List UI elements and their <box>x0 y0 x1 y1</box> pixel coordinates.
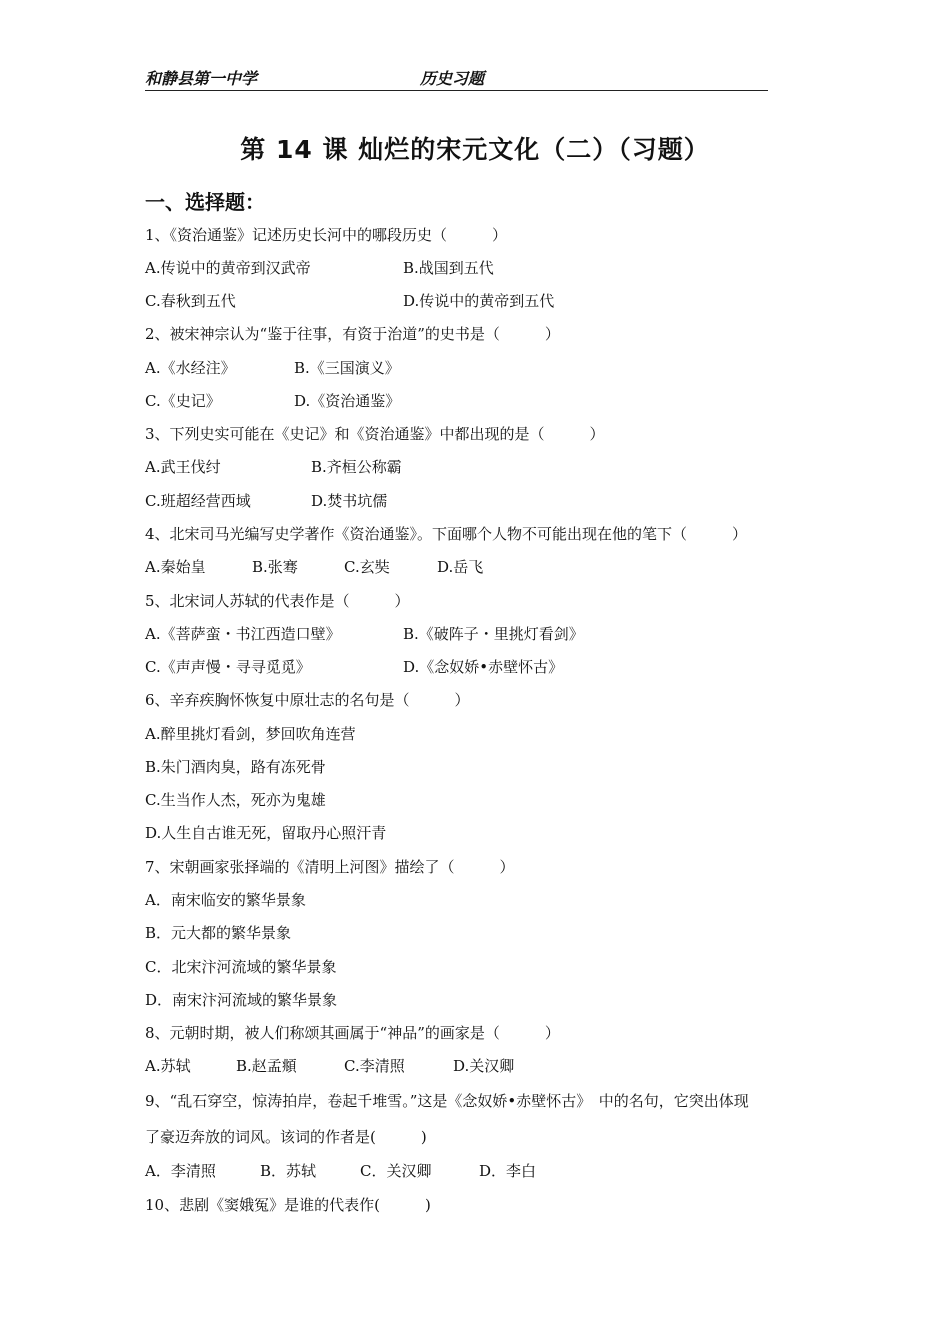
question-4: 4、北宋司马光编写史学著作《资治通鉴》。下面哪个人物不可能出现在他的笔下（ ） <box>145 525 748 543</box>
q8-option-a: A.苏轼 <box>145 1057 191 1075</box>
question-6: 6、辛弃疾胸怀恢复中原壮志的名句是（ ） <box>145 691 470 709</box>
q1-option-c: C.春秋到五代 <box>145 292 236 310</box>
question-2: 2、被宋神宗认为“鉴于往事，有资于治道”的史书是（ ） <box>145 325 560 343</box>
q5-option-b: B.《破阵子・里挑灯看剑》 <box>403 625 584 643</box>
subject-name: 历史习题 <box>420 69 485 88</box>
q4-option-d: D.岳飞 <box>437 558 484 576</box>
q9-option-b: B．苏轼 <box>260 1162 317 1180</box>
q5-option-d: D.《念奴娇•赤壁怀古》 <box>403 658 564 676</box>
page-header <box>145 64 768 91</box>
question-10: 10、悲剧《窦娥冤》是谁的代表作( ) <box>145 1196 431 1214</box>
question-9-continued: 了豪迈奔放的词风。该词的作者是( ) <box>145 1128 427 1146</box>
question-9: 9、“乱石穿空，惊涛拍岸，卷起千堆雪。”这是《念奴娇•赤壁怀古》 中的名句，它突出体现 <box>145 1092 749 1110</box>
q1-option-b: B.战国到五代 <box>403 259 494 277</box>
q4-option-a: A.秦始皇 <box>145 558 206 576</box>
q1-option-d: D.传说中的黄帝到五代 <box>403 292 555 310</box>
q6-option-a: A.醉里挑灯看剑，梦回吹角连营 <box>145 725 356 743</box>
q3-option-d: D.焚书坑儒 <box>311 492 388 510</box>
q7-option-d: D．南宋汴河流域的繁华景象 <box>145 991 338 1009</box>
q8-option-d: D.关汉卿 <box>453 1057 515 1075</box>
q7-option-a: A．南宋临安的繁华景象 <box>145 891 306 909</box>
q8-option-b: B.赵孟頫 <box>236 1057 297 1075</box>
q8-option-c: C.李清照 <box>344 1057 405 1075</box>
q4-option-c: C.玄奘 <box>344 558 390 576</box>
school-name: 和静县第一中学 <box>145 69 258 88</box>
q4-option-b: B.张骞 <box>252 558 298 576</box>
question-8: 8、元朝时期，被人们称颂其画属于“神品”的画家是（ ） <box>145 1024 560 1042</box>
q3-option-c: C.班超经营西域 <box>145 492 251 510</box>
q2-option-b: B.《三国演义》 <box>294 359 400 377</box>
question-5: 5、北宋词人苏轼的代表作是（ ） <box>145 592 410 610</box>
q9-option-a: A．李清照 <box>145 1162 216 1180</box>
q9-option-d: D．李白 <box>479 1162 537 1180</box>
q9-option-c: C．关汉卿 <box>360 1162 432 1180</box>
q6-option-b: B.朱门酒肉臭，路有冻死骨 <box>145 758 326 776</box>
q2-option-c: C.《史记》 <box>145 392 221 410</box>
question-7: 7、宋朝画家张择端的《清明上河图》描绘了（ ） <box>145 858 515 876</box>
q3-option-a: A.武王伐纣 <box>145 458 221 476</box>
q2-option-a: A.《水经注》 <box>145 359 236 377</box>
page-title: 第 14 课 灿烂的宋元文化（二）（习题） <box>240 135 710 164</box>
q5-option-c: C.《声声慢・寻寻觅觅》 <box>145 658 311 676</box>
question-1: 1、《资治通鉴》记述历史长河中的哪段历史（ ） <box>145 226 508 244</box>
question-3: 3、下列史实可能在《史记》和《资治通鉴》中都出现的是（ ） <box>145 425 605 443</box>
q7-option-b: B．元大都的繁华景象 <box>145 924 292 942</box>
q1-option-a: A.传说中的黄帝到汉武帝 <box>145 259 311 277</box>
q6-option-d: D.人生自古谁无死，留取丹心照汗青 <box>145 824 387 842</box>
q6-option-c: C.生当作人杰，死亦为鬼雄 <box>145 791 326 809</box>
q5-option-a: A.《菩萨蛮・书江西造口壁》 <box>145 625 341 643</box>
section-heading: 一、选择题： <box>145 190 265 214</box>
q2-option-d: D.《资治通鉴》 <box>294 392 401 410</box>
q3-option-b: B.齐桓公称霸 <box>311 458 402 476</box>
q7-option-c: C．北宋汴河流域的繁华景象 <box>145 958 337 976</box>
